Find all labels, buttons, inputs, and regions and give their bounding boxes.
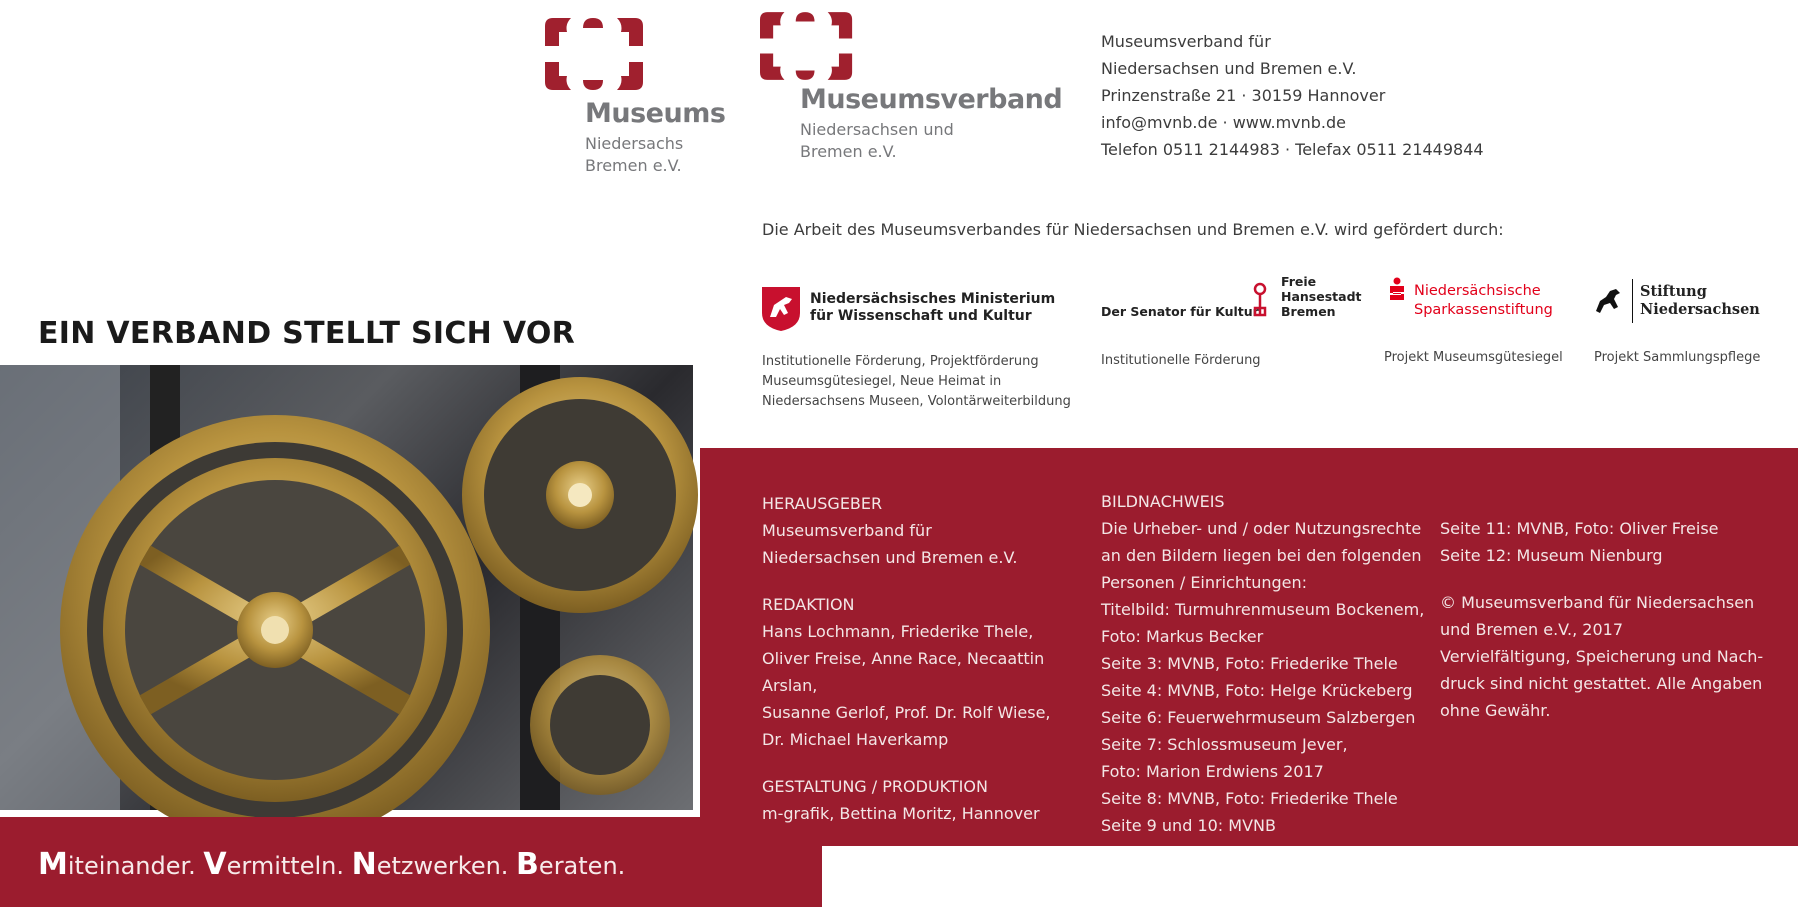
sponsor-sparkasse: [1388, 277, 1588, 323]
ministry-note-line: Institutionelle Förderung, Projektförderung: [762, 354, 1039, 369]
credit-line: an den Bildern liegen bei den folgenden: [1101, 546, 1422, 565]
lower-saxony-horse-crest-icon: [762, 287, 800, 331]
imprint-col-publisher: [762, 490, 1092, 827]
cover-logo: [545, 18, 726, 178]
sparkasse-line-1: Niedersächsische: [1414, 283, 1541, 299]
credit-line: Seite 6: Feuerwehrmuseum Salzbergen: [1101, 708, 1416, 727]
credit-line: Foto: Marion Erdwiens 2017: [1101, 762, 1324, 781]
cover-heading: EIN VERBAND STELLT SICH VOR: [38, 316, 576, 351]
credit-line: Seite 4: MVNB, Foto: Helge Krückeberg: [1101, 681, 1413, 700]
address-line: Museumsverband für: [1101, 32, 1271, 51]
stiftung-divider: [1632, 279, 1633, 323]
copyright-line: Vervielfältigung, Speicherung und Nach-: [1440, 647, 1764, 666]
tagline-rest-2: ermitteln.: [226, 852, 352, 880]
credit-line: Foto: Markus Becker: [1101, 627, 1264, 646]
imprint-line: Susanne Gerlof, Prof. Dr. Rolf Wiese,: [762, 703, 1051, 722]
credit-line: Seite 11: MVNB, Foto: Oliver Freise: [1440, 519, 1719, 538]
credit-line: Personen / Einrichtungen:: [1101, 573, 1308, 592]
imprint-line: m-grafik, Bettina Moritz, Hannover: [762, 804, 1040, 823]
imprint-heading-design: GESTALTUNG / PRODUKTION: [762, 777, 988, 796]
copyright-line: ohne Gewähr.: [1440, 701, 1551, 720]
ministry-name-1: Niedersächsisches Ministerium: [810, 291, 1056, 307]
credit-line: Seite 12: Museum Nienburg: [1440, 546, 1663, 565]
horse-icon: [1594, 287, 1624, 315]
sparkasse-note: Projekt Museumsgütesiegel: [1384, 350, 1563, 365]
cover-logo-sub-1: Niedersachs: [585, 134, 684, 153]
sponsor-stiftung: [1594, 279, 1764, 325]
copyright-line: und Bremen e.V., 2017: [1440, 620, 1624, 639]
imprint-line: Hans Lochmann, Friederike Thele,: [762, 622, 1034, 641]
back-logo-sub-2: Bremen e.V.: [800, 142, 897, 161]
imprint-spacer: [1440, 569, 1780, 589]
bremen-note: Institutionelle Förderung: [1101, 353, 1261, 368]
credit-line: Die Urheber- und / oder Nutzungsrechte: [1101, 519, 1422, 538]
credit-line: Seite 9 und 10: MVNB: [1101, 816, 1276, 835]
credit-line: Seite 7: Schlossmuseum Jever,: [1101, 735, 1348, 754]
address-block: [1101, 28, 1484, 163]
stiftung-line-1: Stiftung: [1640, 283, 1707, 300]
sparkasse-line-2: Sparkassenstiftung: [1414, 302, 1553, 318]
gear-icon: [0, 365, 693, 810]
bremen-key-icon: [1249, 282, 1271, 318]
address-line: Niedersachsen und Bremen e.V.: [1101, 59, 1357, 78]
cover-photo-gears: [0, 365, 693, 810]
imprint-line: Dr. Michael Haverkamp: [762, 730, 949, 749]
cover-logo-title: Museums: [585, 98, 726, 129]
sparkasse-s-icon: [1388, 277, 1406, 301]
imprint-col-copyright: [1440, 515, 1780, 724]
stiftung-line-2: Niedersachsen: [1640, 301, 1760, 318]
funding-intro: Die Arbeit des Museumsverbandes für Niedersachsen und Bremen e.V. wird gefördert durch:: [762, 220, 1504, 239]
tagline-rest-1: iteinander.: [67, 852, 204, 880]
tagline-cap-3: N: [351, 847, 377, 882]
imprint-line: Oliver Freise, Anne Race, Necaattin Arslan,: [762, 649, 1045, 695]
credit-line: Titelbild: Turmuhrenmuseum Bockenem,: [1101, 600, 1425, 619]
bremen-line-3: Bremen: [1281, 304, 1336, 319]
address-contact: info@mvnb.de · www.mvnb.de: [1101, 113, 1347, 132]
tagline-rest-4: eraten.: [538, 852, 626, 880]
back-logo-sub-1: Niedersachsen und: [800, 120, 954, 139]
address-line: Prinzenstraße 21 · 30159 Hannover: [1101, 86, 1386, 105]
tagline-cap-2: V: [203, 847, 227, 882]
ministry-note: [762, 352, 1071, 412]
bremen-line-1: Freie: [1281, 274, 1317, 289]
imprint-spacer: [762, 753, 1092, 773]
tagline-cap-4: B: [516, 847, 539, 882]
cover-logo-sub-2: Bremen e.V.: [585, 156, 682, 175]
museumsverband-logo-icon: [545, 18, 645, 90]
cover-tagline: [38, 847, 625, 882]
cover-tagline-band: [0, 817, 822, 907]
imprint-line: Niedersachsen und Bremen e.V.: [762, 548, 1018, 567]
imprint-panel: [700, 448, 1798, 846]
imprint-line: Museumsverband für: [762, 521, 932, 540]
tagline-rest-3: etzwerken.: [376, 852, 517, 880]
imprint-heading-editorial: REDAKTION: [762, 595, 855, 614]
tagline-cap-1: M: [38, 847, 68, 882]
museumsverband-logo-icon: [760, 12, 854, 80]
senator-label: Der Senator für Kultur: [1101, 304, 1259, 319]
back-logo: [760, 12, 1063, 172]
copyright-line: © Museumsverband für Niedersachsen: [1440, 593, 1755, 612]
ministry-name-2: für Wissenschaft und Kultur: [810, 308, 1032, 324]
address-phone: Telefon 0511 2144983 · Telefax 0511 21449844: [1101, 140, 1484, 159]
stiftung-note: Projekt Sammlungspflege: [1594, 350, 1761, 365]
imprint-heading-credits: BILDNACHWEIS: [1101, 492, 1225, 511]
bremen-line-2: Hansestadt: [1281, 289, 1362, 304]
sponsor-bremen: [1101, 274, 1361, 324]
credit-line: Seite 8: MVNB, Foto: Friederike Thele: [1101, 789, 1398, 808]
ministry-note-line: Museumsgütesiegel, Neue Heimat in: [762, 374, 1002, 389]
back-logo-title: Museumsverband: [800, 84, 1063, 115]
copyright-line: druck sind nicht gestattet. Alle Angaben: [1440, 674, 1763, 693]
ministry-note-line: Niedersachsens Museen, Volontärweiterbildung: [762, 394, 1071, 409]
credit-line: Seite 3: MVNB, Foto: Friederike Thele: [1101, 654, 1398, 673]
imprint-heading-publisher: HERAUSGEBER: [762, 494, 883, 513]
imprint-spacer: [762, 571, 1092, 591]
imprint-col-credits: [1101, 488, 1431, 839]
